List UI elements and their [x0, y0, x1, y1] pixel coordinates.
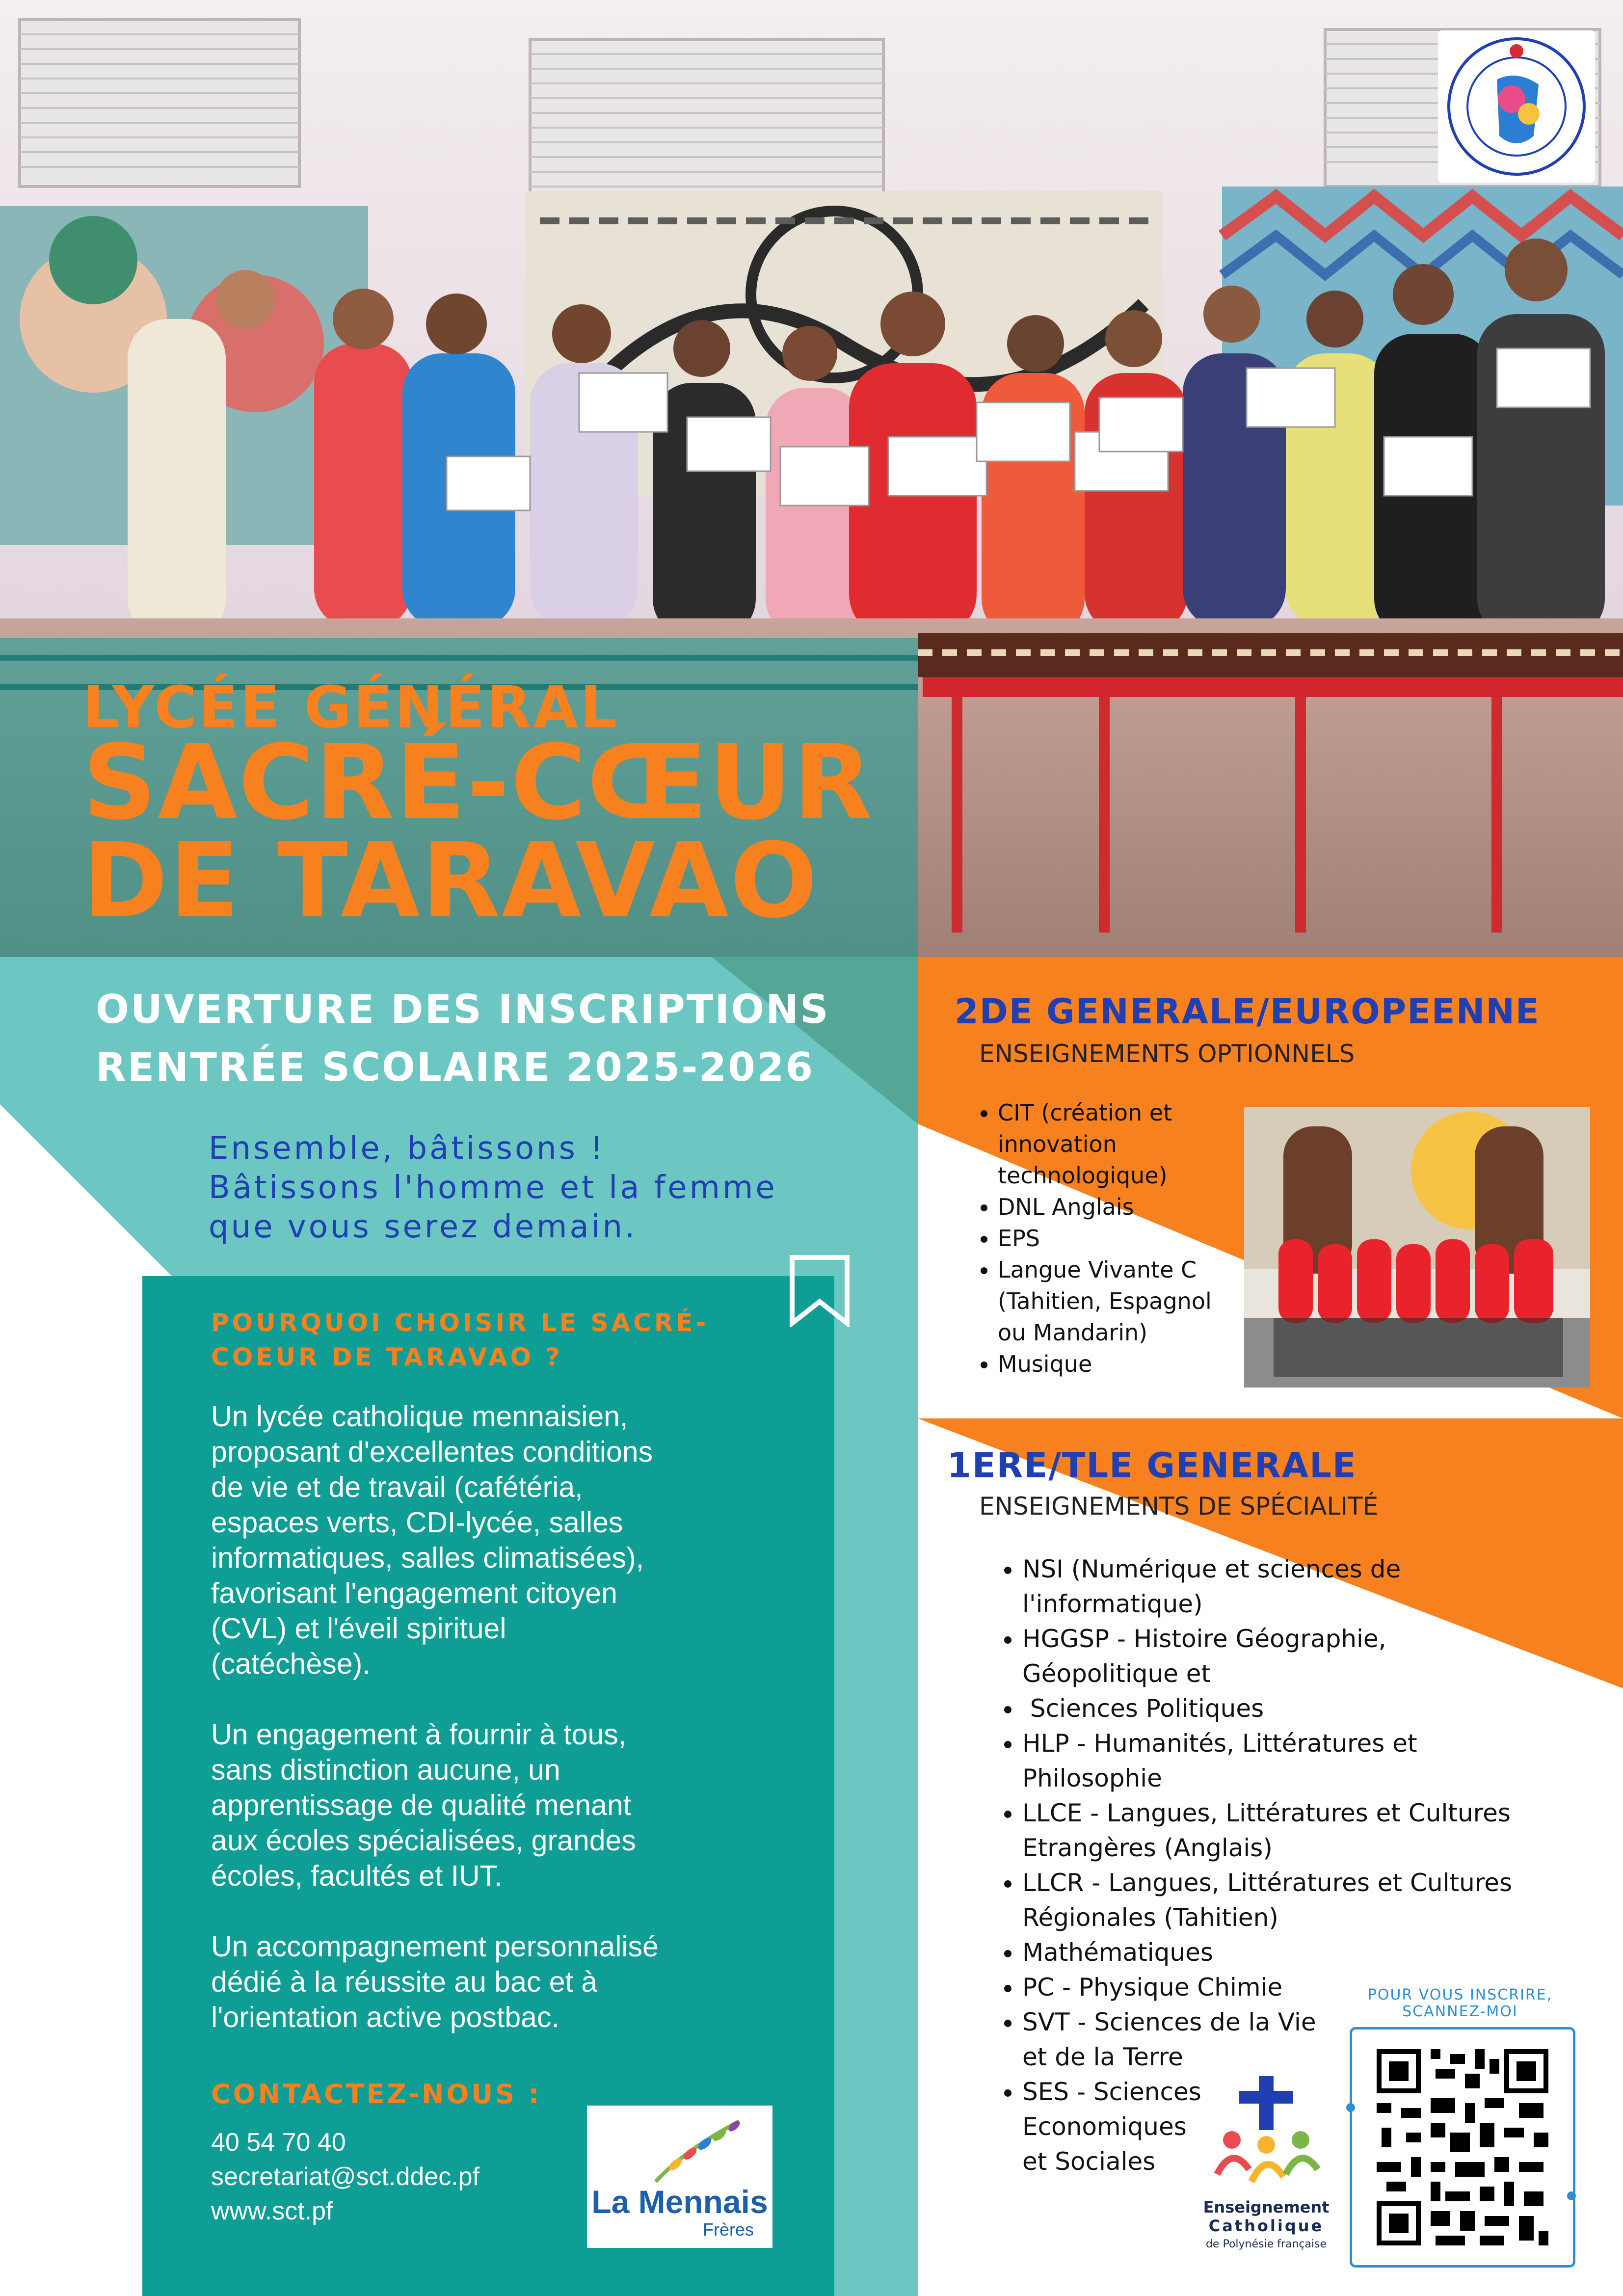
list-item-line: innovation: [998, 1131, 1117, 1157]
why-body: [211, 1399, 825, 2035]
why-heading-line2: COEUR DE TARAVAO ?: [211, 1343, 563, 1371]
list-item: [998, 1223, 1239, 1254]
qr-frame[interactable]: [1350, 2027, 1575, 2268]
kicker-title: LYCÉE GÉNÉRAL: [82, 673, 619, 741]
list-item-line: technologique): [998, 1162, 1168, 1189]
why-p2-line: sans distinction aucune, un: [211, 1754, 560, 1786]
why-p1-line: (CVL) et l'éveil spirituel: [211, 1612, 506, 1645]
wheat-icon: [641, 2115, 749, 2184]
list-item-line: • SVT - Sciences de la Vie: [1022, 2008, 1316, 2036]
list-item-line: • LLCR - Langues, Littératures et Cultures: [1022, 1869, 1513, 1897]
list-item-line: • Musique: [998, 1351, 1092, 1377]
why-p1-line: espaces verts, CDI-lycée, salles: [211, 1506, 623, 1539]
why-p2-line: apprentissage de qualité menant: [211, 1789, 632, 1821]
why-paragraph-2: [211, 1717, 825, 1894]
list-item-line: • CIT (création et: [998, 1099, 1172, 1126]
why-p1-line: informatiques, salles climatisées),: [211, 1542, 644, 1574]
list-item: [1022, 1935, 1539, 1970]
motto-line3: que vous serez demain.: [209, 1209, 638, 1245]
list-item-line: Philosophie: [1022, 1764, 1162, 1792]
contact-info: [211, 2125, 479, 2228]
seconde-heading: 2DE GENERALE/EUROPEENNE: [955, 991, 1540, 1032]
cross-figures-icon: [1202, 2071, 1330, 2194]
list-item-line: l'informatique): [1022, 1590, 1203, 1618]
contact-website[interactable]: www.sct.pf: [211, 2197, 333, 2225]
why-heading-line1: POURQUOI CHOISIR LE SACRÉ-: [211, 1308, 709, 1337]
qr-caption-line1: POUR VOUS INSCRIRE,: [1367, 1986, 1553, 2003]
why-p1-line: (catéchèse).: [211, 1648, 371, 1680]
school-name-line1: SACRÉ-CŒUR: [82, 722, 874, 843]
list-item-line: Economiques: [1022, 2112, 1187, 2141]
list-item: [998, 1254, 1239, 1348]
motto-line2: Bâtissons l'homme et la femme: [209, 1170, 777, 1206]
why-p2-line: Un engagement à fournir à tous,: [211, 1718, 627, 1751]
list-item-line: • Mathématiques: [1022, 1938, 1213, 1967]
la-mennais-logo: [587, 2106, 772, 2248]
qr-frame-dot: [1346, 2103, 1355, 2112]
why-p1-line: Un lycée catholique mennaisien,: [211, 1400, 628, 1433]
list-item-line: • PC - Physique Chimie: [1022, 1973, 1283, 2002]
bookmark-icon: [788, 1254, 851, 1327]
school-name-line2: DE TARAVAO: [82, 821, 819, 941]
list-item: [1022, 1691, 1539, 1726]
motto: [209, 1129, 777, 1247]
list-item-line: • DNL Anglais: [998, 1194, 1134, 1220]
list-item: [1022, 1866, 1539, 1935]
why-paragraph-1: [211, 1399, 825, 1682]
list-item-line: ou Mandarin): [998, 1319, 1148, 1346]
list-item: [1022, 1622, 1539, 1691]
list-item: [1022, 1552, 1539, 1622]
list-item-line: • NSI (Numérique et sciences de: [1022, 1555, 1401, 1583]
why-p3-line: dédié à la réussite au bac et à: [211, 1966, 598, 1998]
why-paragraph-3: [211, 1929, 825, 2035]
list-item: [1022, 1726, 1539, 1796]
premiere-heading: 1ERE/TLE GENERALE: [947, 1445, 1357, 1486]
ec-line3: de Polynésie française: [1205, 2238, 1327, 2250]
list-item-line: • Sciences Politiques: [1022, 1694, 1264, 1723]
list-item-line: • EPS: [998, 1225, 1040, 1252]
why-p3-line: l'orientation active postbac.: [211, 2001, 559, 2033]
list-item: [998, 1348, 1239, 1380]
qr-caption: [1345, 1987, 1575, 2020]
inscriptions-line1: OUVERTURE DES INSCRIPTIONS: [96, 987, 830, 1032]
list-item-line: Régionales (Tahitien): [1022, 1903, 1278, 1932]
inscriptions-line2: RENTRÉE SCOLAIRE 2025-2026: [96, 1044, 815, 1090]
qr-code-icon[interactable]: [1372, 2044, 1553, 2250]
list-item-line: Etrangères (Anglais): [1022, 1834, 1273, 1862]
ec-text: [1188, 2198, 1345, 2254]
premiere-subheading: ENSEIGNEMENTS DE SPÉCIALITÉ: [979, 1492, 1379, 1521]
school-logo: [1438, 30, 1595, 183]
why-p3-line: Un accompagnement personnalisé: [211, 1930, 659, 1963]
why-p2-line: aux écoles spécialisées, grandes: [211, 1824, 636, 1857]
why-p1-line: de vie et de travail (cafétéria,: [211, 1471, 583, 1503]
list-item-line: • LLCE - Langues, Littératures et Cultures: [1022, 1799, 1511, 1827]
list-item-line: et de la Terre: [1022, 2043, 1183, 2071]
list-item-line: • HLP - Humanités, Littératures et: [1022, 1729, 1417, 1758]
seconde-list: [974, 1097, 1239, 1380]
group-photo: [1244, 1107, 1590, 1388]
ec-line2: Catholique: [1208, 2216, 1324, 2235]
list-item: [1022, 1796, 1539, 1866]
why-p2-line: écoles, facultés et IUT.: [211, 1860, 503, 1892]
la-mennais-name: La Mennais: [591, 2184, 768, 2220]
seconde-subheading: ENSEIGNEMENTS OPTIONNELS: [979, 1040, 1355, 1068]
school-crest-icon: [1438, 30, 1595, 183]
list-item-line: Géopolitique et: [1022, 1659, 1211, 1688]
contact-heading: CONTACTEZ-NOUS :: [211, 2079, 542, 2109]
ec-line1: Enseignement: [1203, 2198, 1330, 2216]
contact-email[interactable]: secretariat@sct.ddec.pf: [211, 2163, 480, 2191]
why-p1-line: proposant d'excellentes conditions: [211, 1436, 653, 1468]
list-item: [998, 1191, 1239, 1223]
la-mennais-sub: Frères: [702, 2219, 754, 2240]
motto-line1: Ensemble, bâtissons !: [209, 1130, 605, 1167]
qr-frame-dot: [1567, 2191, 1576, 2200]
why-heading: [211, 1306, 709, 1374]
list-item-line: • HGGSP - Histoire Géographie,: [1022, 1625, 1386, 1653]
contact-phone[interactable]: 40 54 70 40: [211, 2128, 346, 2157]
list-item-line: • Langue Vivante C: [998, 1256, 1197, 1283]
why-p1-line: favorisant l'engagement citoyen: [211, 1577, 617, 1609]
list-item: [998, 1097, 1239, 1191]
enseignement-catholique-logo: [1188, 2071, 1345, 2268]
qr-caption-line2: SCANNEZ-MOI: [1402, 2003, 1518, 2020]
list-item-line: • SES - Sciences: [1022, 2078, 1201, 2106]
list-item-line: (Tahitien, Espagnol: [998, 1288, 1212, 1314]
list-item-line: et Sociales: [1022, 2147, 1156, 2176]
